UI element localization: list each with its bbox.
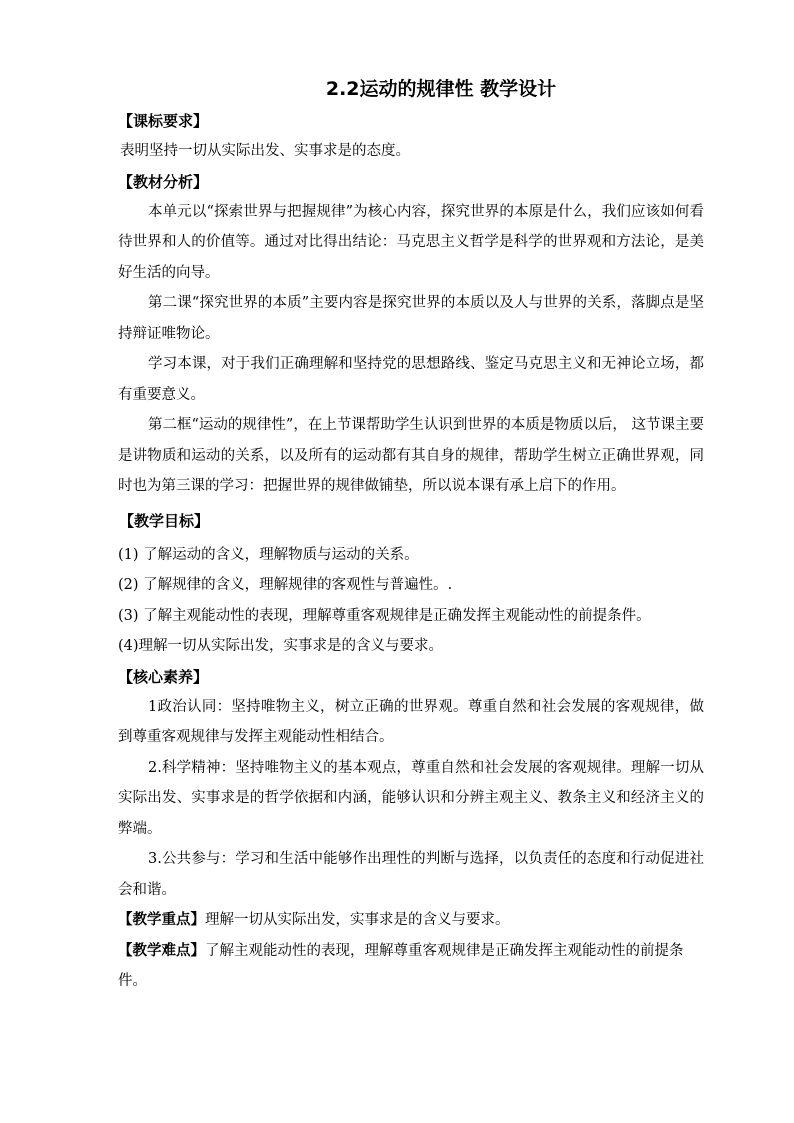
key-point-label: 【教学重点】 <box>118 912 205 928</box>
literacy-paragraph-3: 3.公共参与：学习和生活中能够作出理性的判断与选择，以负责任的态度和行动促进社会和谐。 <box>118 851 704 898</box>
key-point <box>118 905 704 936</box>
goal-item-3: (3) 了解主观能动性的表现，理解尊重客观规律是正确发挥主观能动性的前提条件。 <box>118 607 651 624</box>
goal-item-1: (1) 了解运动的含义，理解物质与运动的关系。 <box>118 546 419 563</box>
key-point-text: 理解一切从实际出发，实事求是的含义与要求。 <box>205 912 510 928</box>
analysis-heading: 【教材分析】 <box>118 172 209 191</box>
difficult-point <box>118 936 704 997</box>
document-page <box>118 72 704 997</box>
analysis-paragraph-4: 第二框“运动的规律性”，在上节课帮助学生认识到世界的本质是物质以后， 这节课主要是讲物质和运动的关系，以及所有的运动都有其自身的规律，帮助学生树立正确世界观，同时也为第三课的学习：把握世界的规律做铺垫，所以说本课有承上启下的作用。 <box>118 417 704 494</box>
analysis-paragraph-3: 学习本课，对于我们正确理解和坚持党的思想路线、鉴定马克思主义和无神论立场，都有重要意义。 <box>118 356 704 403</box>
goal-item-2: (2) 了解规律的含义，理解规律的客观性与普遍性。. <box>118 577 453 593</box>
analysis-paragraph-1: 本单元以“探索世界与把握规律”为核心内容，探究世界的本原是什么，我们应该如何看待世界和人的价值等。通过对比得出结论：马克思主义哲学是科学的世界观和方法论，是美好生活的向导。 <box>118 203 704 281</box>
literacy-paragraph-2: 2.科学精神：坚持唯物主义的基本观点，尊重自然和社会发展的客观规律。理解一切从实际出发、实事求是的哲学依据和内涵，能够认识和分辨主观主义、教条主义和经济主义的弊端。 <box>118 759 704 837</box>
difficult-point-label: 【教学难点】 <box>118 942 205 959</box>
literacy-heading: 【核心素养】 <box>118 667 209 686</box>
literacy-paragraph-1: 1政治认同：坚持唯物主义，树立正确的世界观。尊重自然和社会发展的客观规律，做到尊重客观规律与发挥主观能动性相结合。 <box>118 698 704 745</box>
goal-item-4: (4)理解一切从实际出发，实事求是的含义与要求。 <box>118 638 444 654</box>
curriculum-heading: 【课标要求】 <box>118 112 209 130</box>
page-title: 2.2运动的规律性 教学设计 <box>325 78 557 100</box>
curriculum-text: 表明坚持一切从实际出发、实事求是的态度。 <box>120 143 410 159</box>
goals-heading: 【教学目标】 <box>119 511 210 530</box>
analysis-paragraph-2: 第二课“探究世界的本质”主要内容是探究世界的本质以及人与世界的关系，落脚点是坚持辩证唯物论。 <box>118 295 704 342</box>
difficult-point-text: 了解主观能动性的表现，理解尊重客观规律是正确发挥主观能动性的前提条件。 <box>118 942 684 989</box>
